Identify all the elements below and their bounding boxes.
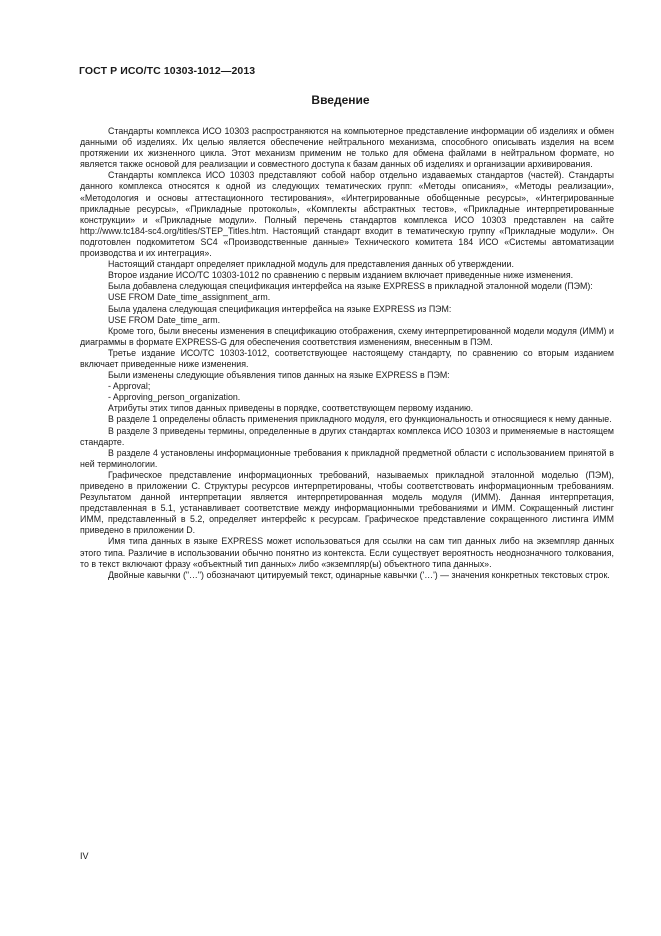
paragraph: Стандарты комплекса ИСО 10303 распространяются на компьютерное представление информации об изделиях и обмен данными об изделиях. Их целью является обеспечение нейтрального механизма, способного описывать изделия на всем протяжении их жизненного цикла. Этот механизм применим не только для обмена файлами в нейтральном формате, но является также основой для реализации и совместного доступа к базам данных об изделиях и организации архивирования. [80, 126, 614, 170]
paragraph: Имя типа данных в языке EXPRESS может использоваться для ссылки на сам тип данных либо на экземпляр данных этого типа. Различие в использовании обычно понятно из контекста. Если существует вероятность неоднозначного толкования, то в текст включают фразу «объектный тип данных» либо «экземпляр(ы) объектного типа данных». [80, 536, 614, 569]
paragraph: Была удалена следующая спецификация интерфейса на языке EXPRESS из ПЭМ: [108, 303, 452, 314]
paragraph: Третье издание ИСО/ТС 10303-1012, соответствующее настоящему стандарту, по сравнению со вторым изданием включает приведенные ниже изменения. [80, 347, 614, 369]
paragraph: В разделе 4 установлены информационные требования к прикладной предметной области с использованием принятой в ней терминологии. [80, 447, 614, 469]
paragraph: Атрибуты этих типов данных приведены в порядке, соответствующем первому изданию. [108, 403, 474, 414]
body-text [80, 126, 614, 581]
paragraph: Двойные кавычки ("…") обозначают цитируемый текст, одинарные кавычки ('…') — значения конкретных текстовых строк. [108, 569, 610, 580]
section-title: Введение [311, 93, 370, 107]
page-number: IV [80, 851, 89, 861]
paragraph: В разделе 1 определены область применения прикладного модуля, его функциональность и относящиеся к нему данные. [108, 414, 612, 425]
paragraph: Графическое представление информационных требований, называемых прикладной эталонной моделью (ПЭМ), приведено в приложении С. Структуры ресурсов интерпретированы, чтобы соответствовать информационным требованиям. Результатом данной интерпретации является интерпретированная модель модуля (ИММ). Данная интерпретация, представленная в 5.1, устанавливает соответствие между информационными требованиями и ИММ. Сокращенный листинг ИММ, представленный в 5.2, определяет интерфейс к ресурсам. Графическое представление сокращенного листинга ИММ приведено в приложении D. [80, 469, 614, 536]
code-line: USE FROM Date_time_assignment_arm. [108, 292, 271, 303]
paragraph: Была добавлена следующая спецификация интерфейса на языке EXPRESS в прикладной эталонной модели (ПЭМ): [108, 281, 593, 292]
paragraph: Стандарты комплекса ИСО 10303 представляют собой набор отдельно издаваемых стандартов (частей). Стандарты данного комплекса относятся к одной из следующих тематических групп: «Методы описания», «Методы реализации», «Методология и основы аттестационного тестирования», «Интегрированные обобщенные ресурсы», «Интегрированные прикладные ресурсы», «Прикладные протоколы», «Комплекты абстрактных тестов», «Прикладные интерпретированные конструкции» и «Прикладные модули». Полный перечень стандартов комплекса ИСО 10303 представлен на сайте http://www.tc184-sc4.org/titles/STEP_Titles.htm. Настоящий стандарт входит в тематическую группу «Прикладные модули». Он подготовлен подкомитетом SC4 «Производственные данные» Технического комитета 184 ИСО «Системы автоматизации производства и их интеграция». [80, 170, 614, 259]
paragraph: Настоящий стандарт определяет прикладной модуль для представления данных об утверждении. [108, 259, 514, 270]
paragraph: В разделе 3 приведены термины, определенные в других стандартах комплекса ИСО 10303 и применяемые в настоящем стандарте. [80, 425, 614, 447]
paragraph: Кроме того, были внесены изменения в спецификацию отображения, схему интерпретированной модели модуля (ИММ) и диаграммы в формате EXPRESS-G для обеспечения соответствия изменениям, внесенным в ПЭМ. [80, 325, 614, 347]
list-item: - Approval; [108, 381, 151, 392]
code-line: USE FROM Date_time_arm. [108, 314, 221, 325]
paragraph: Второе издание ИСО/ТС 10303-1012 по сравнению с первым изданием включает приведенные ниже изменения. [108, 270, 574, 281]
list-item: - Approving_person_organization. [108, 392, 241, 403]
paragraph: Были изменены следующие объявления типов данных на языке EXPRESS в ПЭМ: [108, 370, 450, 381]
document-header: ГОСТ Р ИСО/ТС 10303-1012—2013 [79, 65, 256, 77]
